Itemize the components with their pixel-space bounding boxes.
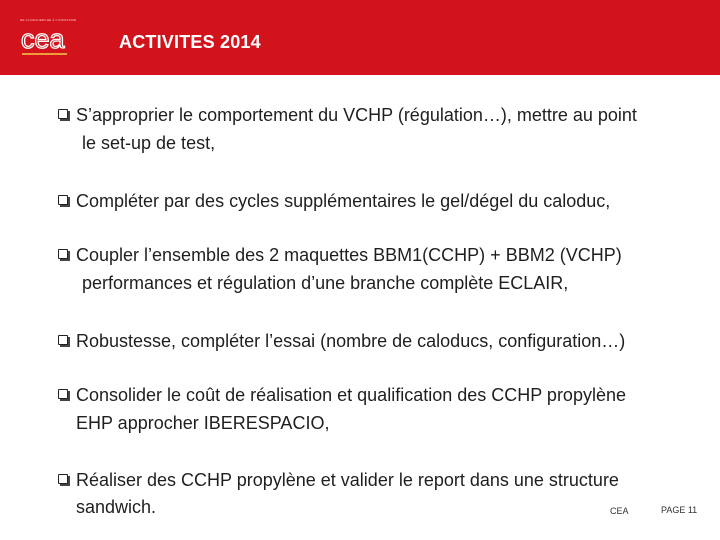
bullet-text: EHP approcher IBERESPACIO, [76,413,330,433]
checkbox-bullet-icon [58,109,68,119]
logo-text: cea [21,24,65,54]
bullet-text: Coupler l’ensemble des 2 maquettes BBM1(CCHP) + BBM2 (VCHP) [76,245,622,265]
checkbox-bullet-icon [58,389,68,399]
page-title: ACTIVITES 2014 [119,32,261,52]
bullet-text: le set-up de test, [82,133,216,153]
bullet-text: S’approprier le comportement du VCHP (régulation…), mettre au point [76,105,637,125]
footer-org: CEA [610,506,629,516]
bullet-text: Compléter par des cycles supplémentaires le gel/dégel du caloduc, [76,191,611,211]
bullet-text: performances et régulation d’une branche complète ECLAIR, [82,273,569,293]
bullet-text: sandwich. [76,497,157,517]
checkbox-bullet-icon [58,335,68,345]
logo-tagline: DE LA RECHERCHE À L'INDUSTRIE [20,18,77,22]
checkbox-bullet-icon [58,249,68,259]
checkbox-bullet-icon [58,195,68,205]
checkbox-bullet-icon [58,474,68,484]
bullet-text: Consolider le coût de réalisation et qualification des CCHP propylène [76,385,626,405]
bullet-text: Réaliser des CCHP propylène et valider le report dans une structure [76,470,619,490]
footer-page-number: PAGE 11 [661,505,698,515]
bullet-text: Robustesse, compléter l’essai (nombre de caloducs, configuration…) [76,331,626,351]
